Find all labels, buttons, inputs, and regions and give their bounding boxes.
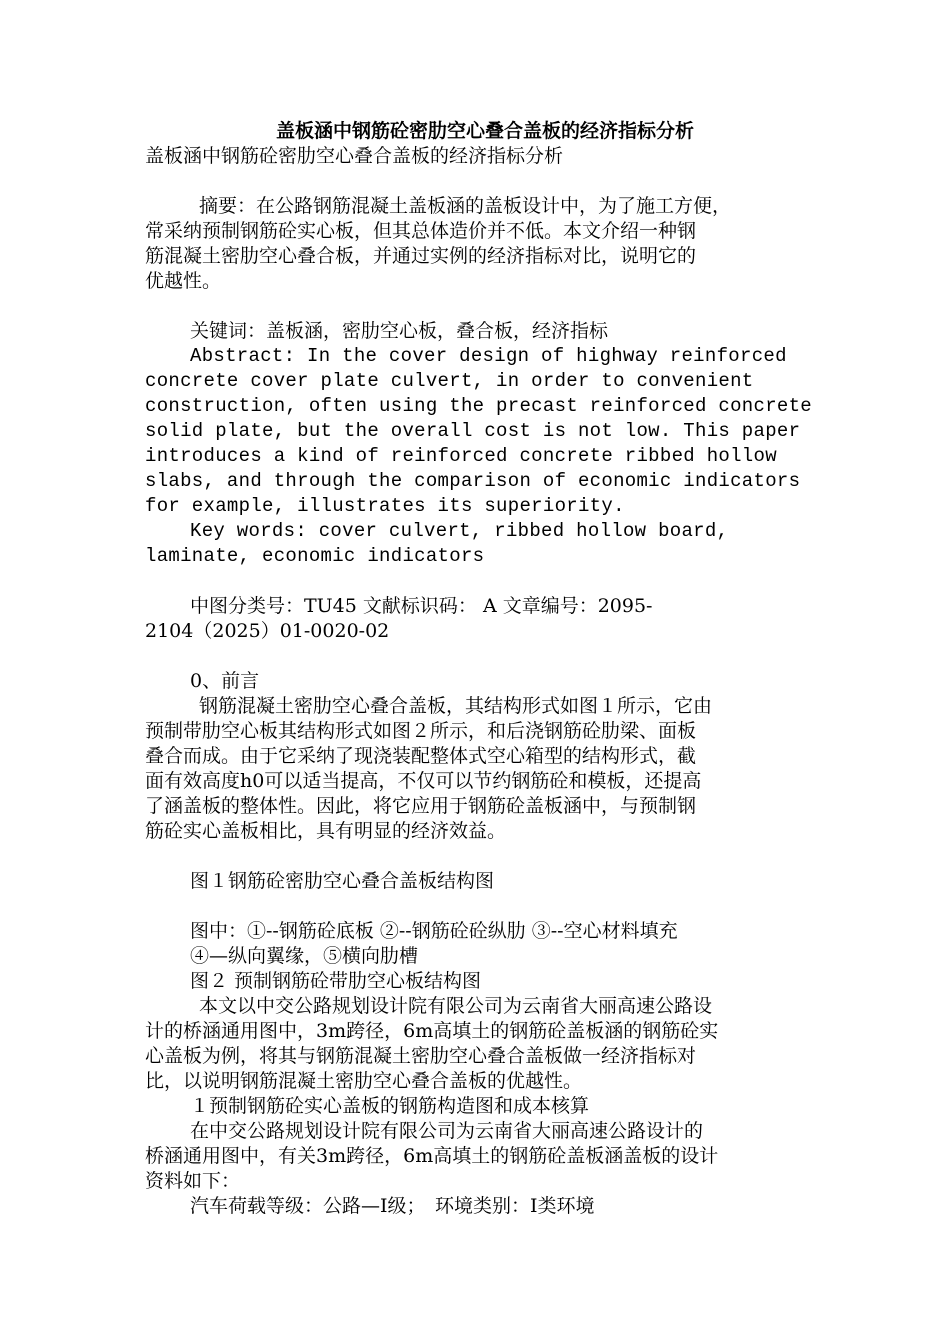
- abstract-cn-line: 优越性。: [145, 270, 222, 292]
- document-page: [145, 118, 815, 1219]
- abstract-en-line: construction, often using the precast reinforced concrete: [145, 395, 813, 417]
- abstract-cn-line: 摘要：在公路钢筋混凝土盖板涵的盖板设计中，为了施工方便，: [199, 195, 732, 217]
- design-data-line: 汽车荷载等级：公路—Ⅰ级； 环境类别：Ⅰ类环境: [190, 1195, 595, 1217]
- abstract-cn: [145, 194, 815, 294]
- classification-info: [145, 594, 815, 644]
- paragraph-line: 本文以中交公路规划设计院有限公司为云南省大丽高速公路设: [199, 995, 713, 1017]
- section-1-paragraph: [145, 1119, 815, 1194]
- spacer: [145, 844, 815, 869]
- abstract-en-line: Abstract: In the cover design of highway reinforced: [190, 345, 787, 367]
- document-title: 盖板涵中钢筋砼密肋空心叠合盖板的经济指标分析: [275, 120, 694, 142]
- figure-2-caption: 图２ 预制钢筋砼带肋空心板结构图: [190, 970, 482, 992]
- abstract-en-line: concrete cover plate culvert, in order to convenient: [145, 370, 754, 392]
- section-heading-0: 0、前言: [190, 670, 260, 692]
- figure-legend-line: ④—纵向翼缘，⑤横向肋槽: [190, 945, 419, 967]
- paragraph-line: 预制带肋空心板其结构形式如图２所示，和后浇钢筋砼肋梁、面板: [145, 720, 697, 742]
- spacer: [145, 644, 815, 669]
- keywords-cn: 关键词：盖板涵，密肋空心板，叠合板，经济指标: [190, 320, 609, 342]
- paragraph-line: 面有效高度h0可以适当提高，不仅可以节约钢筋砼和模板，还提高: [145, 770, 702, 792]
- paragraph-line: 比，以说明钢筋混凝土密肋空心叠合盖板的优越性。: [145, 1070, 583, 1092]
- abstract-en-line: solid plate, but the overall cost is not low. This paper: [145, 420, 801, 442]
- spacer: [145, 569, 815, 594]
- paragraph-line: 计的桥涵通用图中，3m跨径，6m高填土的钢筋砼盖板涵的钢筋砼实: [145, 1020, 719, 1042]
- abstract-cn-line: 常采纳预制钢筋砼实心板，但其总体造价并不低。本文介绍一种钢: [145, 220, 697, 242]
- classification-line: 中图分类号：TU45 文献标识码： A 文章编号：2095-: [190, 595, 653, 617]
- figure-legend-line: 图中：①--钢筋砼底板 ②--钢筋砼砼纵肋 ③--空心材料填充: [190, 920, 678, 942]
- abstract-en-line: for example, illustrates its superiority.: [145, 495, 625, 517]
- abstract-cn-line: 筋混凝土密肋空心叠合板，并通过实例的经济指标对比，说明它的: [145, 245, 697, 267]
- section-0-paragraph: [145, 694, 815, 844]
- figure-1-caption: 图１钢筋砼密肋空心叠合盖板结构图: [190, 870, 495, 892]
- paragraph-line: 钢筋混凝土密肋空心叠合盖板，其结构形式如图１所示，它由: [199, 695, 713, 717]
- classification-line: 2104（2025）01-0020-02: [145, 620, 390, 642]
- abstract-en-line: introduces a kind of reinforced concrete ribbed hollow: [145, 445, 777, 467]
- paragraph-line: 筋砼实心盖板相比，具有明显的经济效益。: [145, 820, 507, 842]
- abstract-en: [145, 344, 815, 519]
- paragraph-line: 在中交公路规划设计院有限公司为云南省大丽高速公路设计的: [190, 1120, 704, 1142]
- keywords-en-line: laminate, economic indicators: [145, 545, 485, 567]
- section-heading-1: １预制钢筋砼实心盖板的钢筋构造图和成本核算: [190, 1095, 590, 1117]
- document-subtitle: 盖板涵中钢筋砼密肋空心叠合盖板的经济指标分析: [145, 145, 564, 167]
- intro-paragraph: [145, 994, 815, 1094]
- paragraph-line: 叠合而成。由于它采纳了现浇装配整体式空心箱型的结构形式，截: [145, 745, 697, 767]
- paragraph-line: 心盖板为例，将其与钢筋混凝土密肋空心叠合盖板做一经济指标对: [145, 1045, 697, 1067]
- figure-legend: [145, 919, 815, 969]
- keywords-en: [145, 519, 815, 569]
- paragraph-line: 桥涵通用图中，有关3m跨径，6m高填土的钢筋砼盖板涵盖板的设计: [145, 1145, 719, 1167]
- abstract-en-line: slabs, and through the comparison of economic indicators: [145, 470, 801, 492]
- paragraph-line: 资料如下：: [145, 1170, 241, 1192]
- spacer: [145, 294, 815, 319]
- keywords-en-line: Key words: cover culvert, ribbed hollow board,: [190, 520, 729, 542]
- spacer: [145, 169, 815, 194]
- paragraph-line: 了涵盖板的整体性。因此，将它应用于钢筋砼盖板涵中，与预制钢: [145, 795, 697, 817]
- spacer: [145, 894, 815, 919]
